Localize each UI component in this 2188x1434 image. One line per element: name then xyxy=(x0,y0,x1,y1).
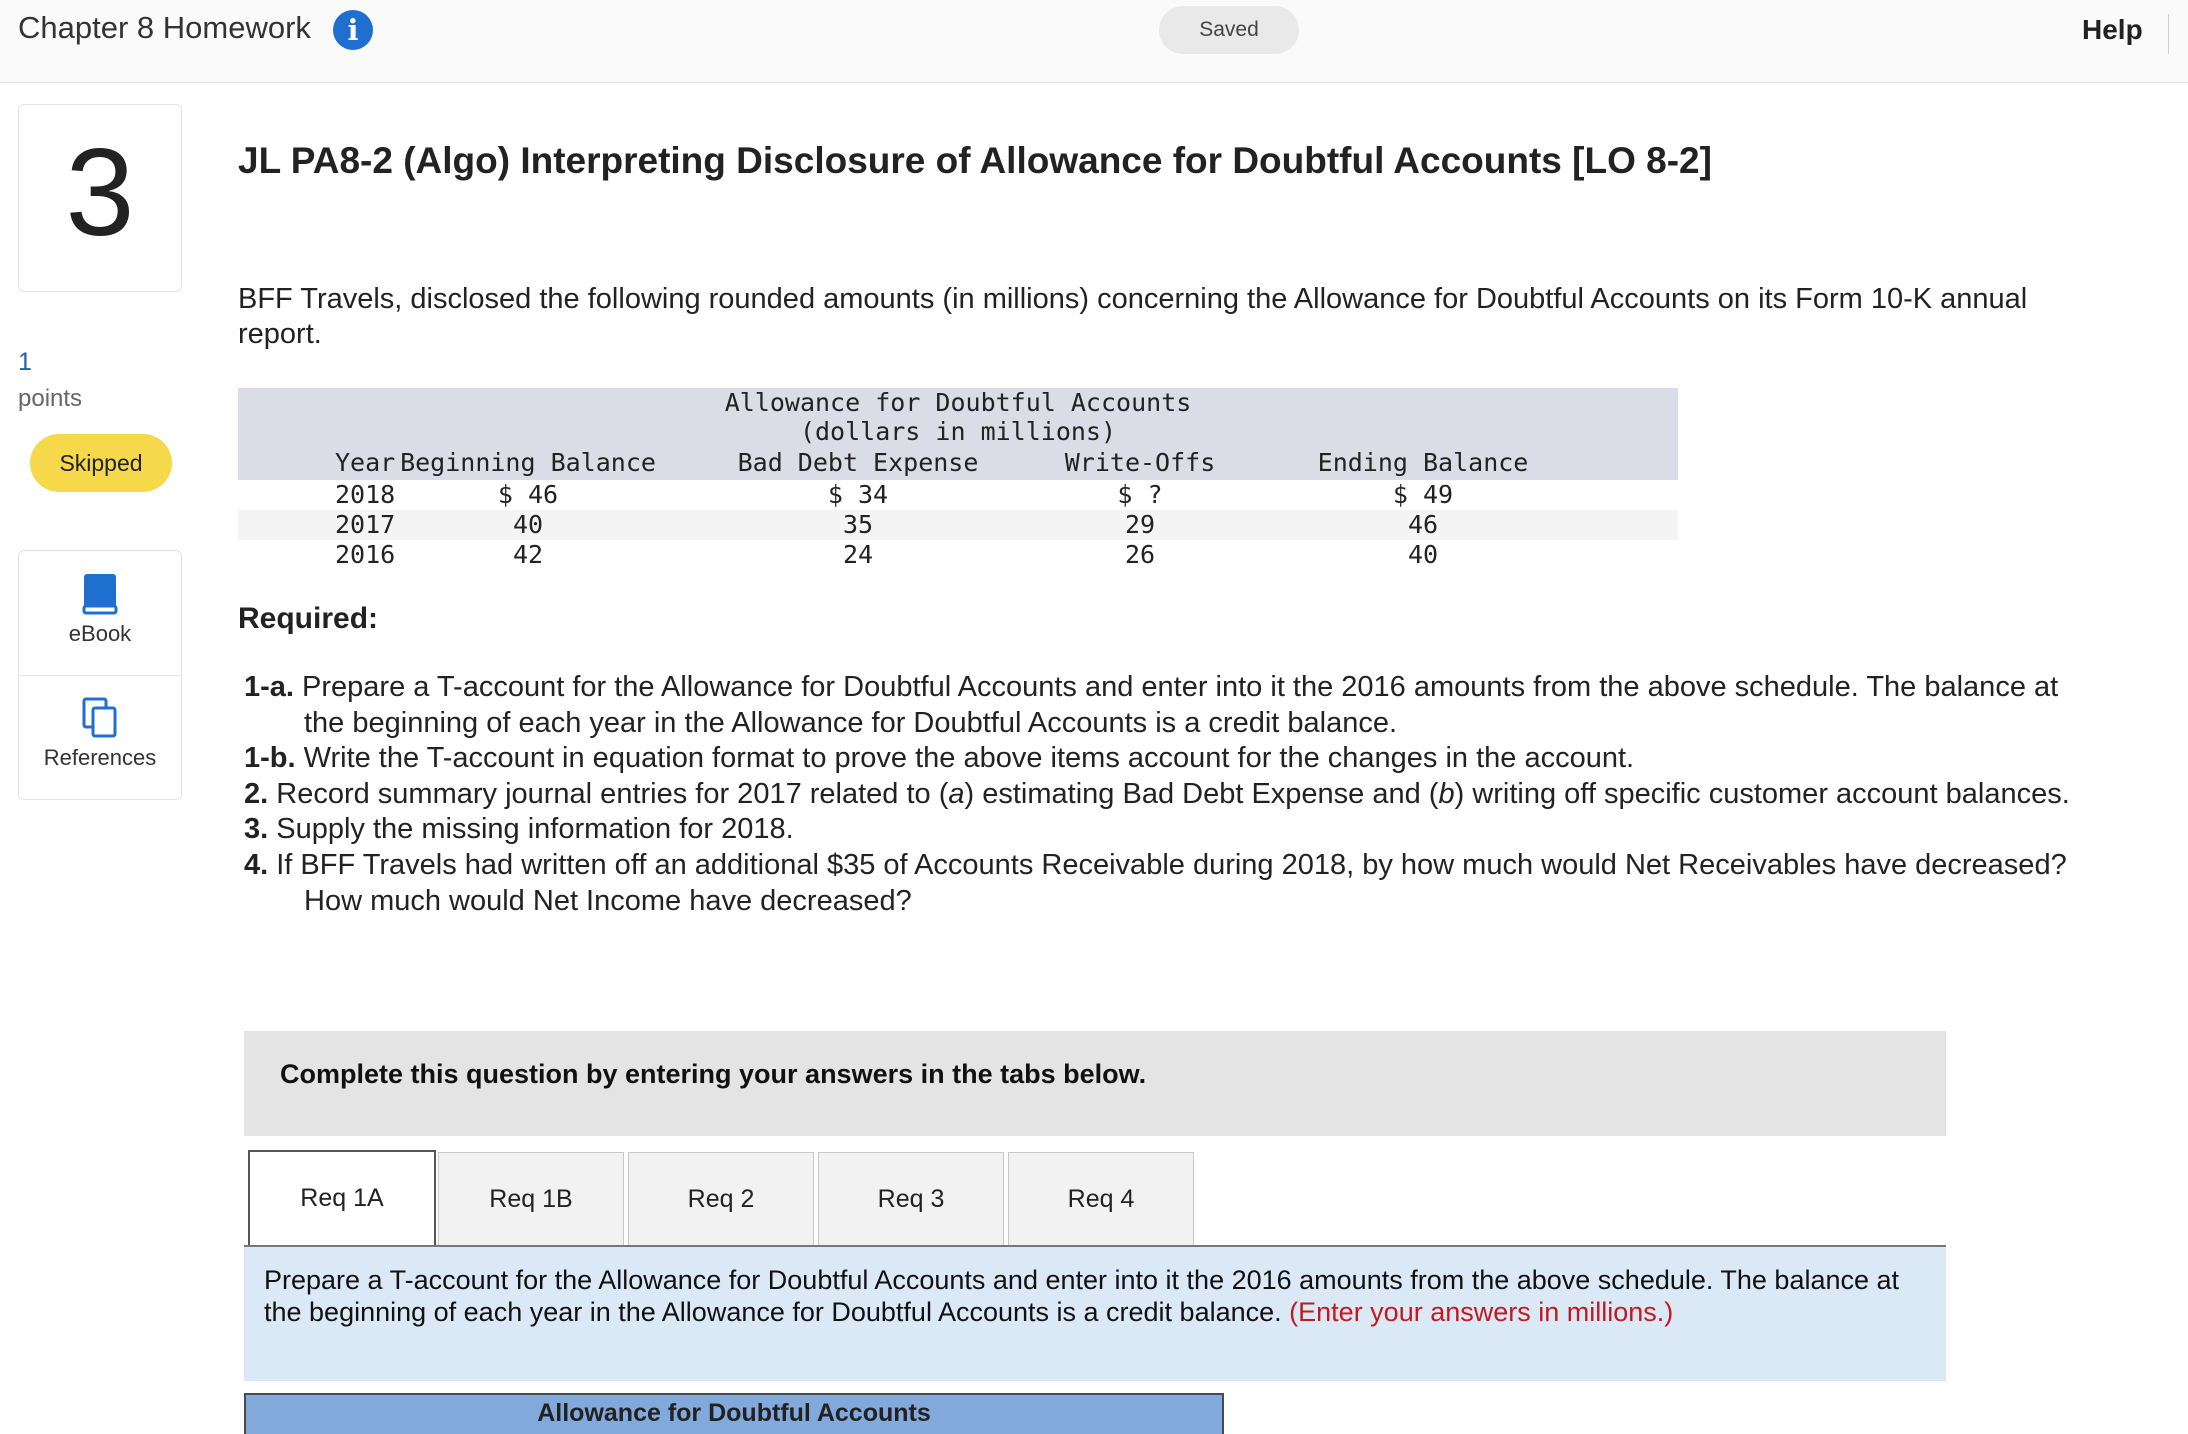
tab-req-1a[interactable]: Req 1A xyxy=(248,1150,436,1246)
question-heading: JL PA8-2 (Algo) Interpreting Disclosure of Allowance for Doubtful Accounts [LO 8-2] xyxy=(238,140,1712,181)
required-item xyxy=(244,848,2104,919)
column-header: Year xyxy=(335,448,396,477)
schedule-subcaption: (dollars in millions) xyxy=(799,417,1117,446)
schedule-header xyxy=(238,388,1678,480)
book-icon xyxy=(81,573,119,615)
tab-prompt xyxy=(264,1265,1924,1328)
table-cell: 2017 xyxy=(335,510,396,539)
required-item-text: If BFF Travels had written off an additional $35 of Accounts Receivable during 2018, by how much would Net Receivables have decreased? How much would Net Income have decreased? xyxy=(268,848,2067,917)
table-cell: $ 49 xyxy=(1392,480,1454,509)
required-item-text: Prepare a T-account for the Allowance for Doubtful Accounts and enter into it the 2016 amounts from the above schedule. The balance at the beginning of each year in the Allowance for Doubtful Accounts is a credit balance. xyxy=(293,671,2059,739)
points-value: 1 xyxy=(18,348,32,376)
table-cell: 2018 xyxy=(335,480,396,509)
info-icon[interactable]: i xyxy=(333,10,373,50)
table-cell: 24 xyxy=(842,540,874,569)
tab-req-1b[interactable]: Req 1B xyxy=(438,1152,624,1245)
table-cell: 46 xyxy=(1407,510,1439,539)
tab-prompt-box xyxy=(244,1247,1946,1381)
prompt-note: (Enter your answers in millions.) xyxy=(1289,1296,1674,1327)
table-cell: $ 46 xyxy=(497,480,559,509)
requirement-tabs xyxy=(244,1150,1946,1246)
help-link[interactable]: Help xyxy=(2082,14,2143,45)
table-cell: 35 xyxy=(842,510,874,539)
table-cell: $ 34 xyxy=(827,480,889,509)
required-item-number: 2. xyxy=(244,777,269,810)
references-button[interactable] xyxy=(19,675,181,799)
required-list xyxy=(244,670,2104,919)
instructions-banner xyxy=(244,1031,1946,1136)
table-cell: $ ? xyxy=(1117,480,1163,509)
table-row xyxy=(238,480,1678,510)
table-row xyxy=(238,540,1678,570)
required-item xyxy=(244,777,2104,813)
required-item-text: ) writing off specific customer account balances. xyxy=(1454,777,2070,810)
required-item-number: 1-b. xyxy=(244,742,296,775)
table-cell: 40 xyxy=(1407,540,1439,569)
required-item xyxy=(244,670,2104,741)
ebook-button[interactable] xyxy=(19,551,181,676)
required-item-text: ) estimating Bad Debt Expense and ( xyxy=(964,777,1439,810)
column-header: Bad Debt Expense xyxy=(737,448,979,477)
t-account-title: Allowance for Doubtful Accounts xyxy=(537,1399,931,1427)
t-account-header xyxy=(244,1393,1224,1434)
schedule-column-headers xyxy=(238,448,1678,478)
required-item-text: Record summary journal entries for 2017 related to ( xyxy=(268,777,949,810)
skipped-badge: Skipped xyxy=(30,434,172,492)
divider xyxy=(2168,14,2169,54)
question-intro: BFF Travels, disclosed the following rounded amounts (in millions) concerning the Allowance for Doubtful Accounts on its Form 10-K annual report. xyxy=(238,283,2028,350)
assignment-title: Chapter 8 Homework xyxy=(18,10,311,45)
question-number: 3 xyxy=(65,124,135,262)
question-number-box xyxy=(18,104,182,292)
required-item-letter: a xyxy=(948,777,965,810)
prompt-text: Prepare a T-account for the Allowance for Doubtful Accounts and enter into it the 2016 amounts from the above schedule. The balance at the beginning of each year in the Allowance for Doubtful Accounts is a credit balance. xyxy=(264,1265,1900,1327)
allowance-schedule-table xyxy=(238,388,1678,570)
column-header: Write-Offs xyxy=(1064,448,1216,477)
required-item-number: 3. xyxy=(244,813,269,846)
table-cell: 40 xyxy=(512,510,544,539)
required-item-letter: b xyxy=(1438,777,1455,810)
required-item xyxy=(244,741,2104,777)
saved-status-badge: Saved xyxy=(1159,6,1299,54)
tools-panel xyxy=(18,550,182,800)
copy-icon xyxy=(81,697,119,739)
points-label: points xyxy=(18,385,83,412)
column-header: Beginning Balance xyxy=(400,448,656,477)
column-header: Ending Balance xyxy=(1317,448,1529,477)
tab-req-2[interactable]: Req 2 xyxy=(628,1152,814,1245)
table-cell: 29 xyxy=(1124,510,1156,539)
table-cell: 26 xyxy=(1124,540,1156,569)
required-item-number: 4. xyxy=(244,848,269,881)
required-title: Required: xyxy=(238,602,379,635)
table-cell: 42 xyxy=(512,540,544,569)
schedule-caption: Allowance for Doubtful Accounts xyxy=(724,388,1192,417)
table-row xyxy=(238,510,1678,540)
required-item-number: 1-a. xyxy=(244,671,294,703)
references-label: References xyxy=(43,745,157,770)
required-item xyxy=(244,812,2104,848)
table-cell: 2016 xyxy=(335,540,396,569)
tab-req-3[interactable]: Req 3 xyxy=(818,1152,1004,1245)
top-bar xyxy=(0,0,2188,83)
instructions-text: Complete this question by entering your answers in the tabs below. xyxy=(280,1059,1147,1089)
tab-req-4[interactable]: Req 4 xyxy=(1008,1152,1194,1245)
required-item-text: Supply the missing information for 2018. xyxy=(268,813,794,846)
required-item-text: Write the T-account in equation format to prove the above items account for the changes in the account. xyxy=(295,742,1635,775)
ebook-label: eBook xyxy=(68,621,132,646)
